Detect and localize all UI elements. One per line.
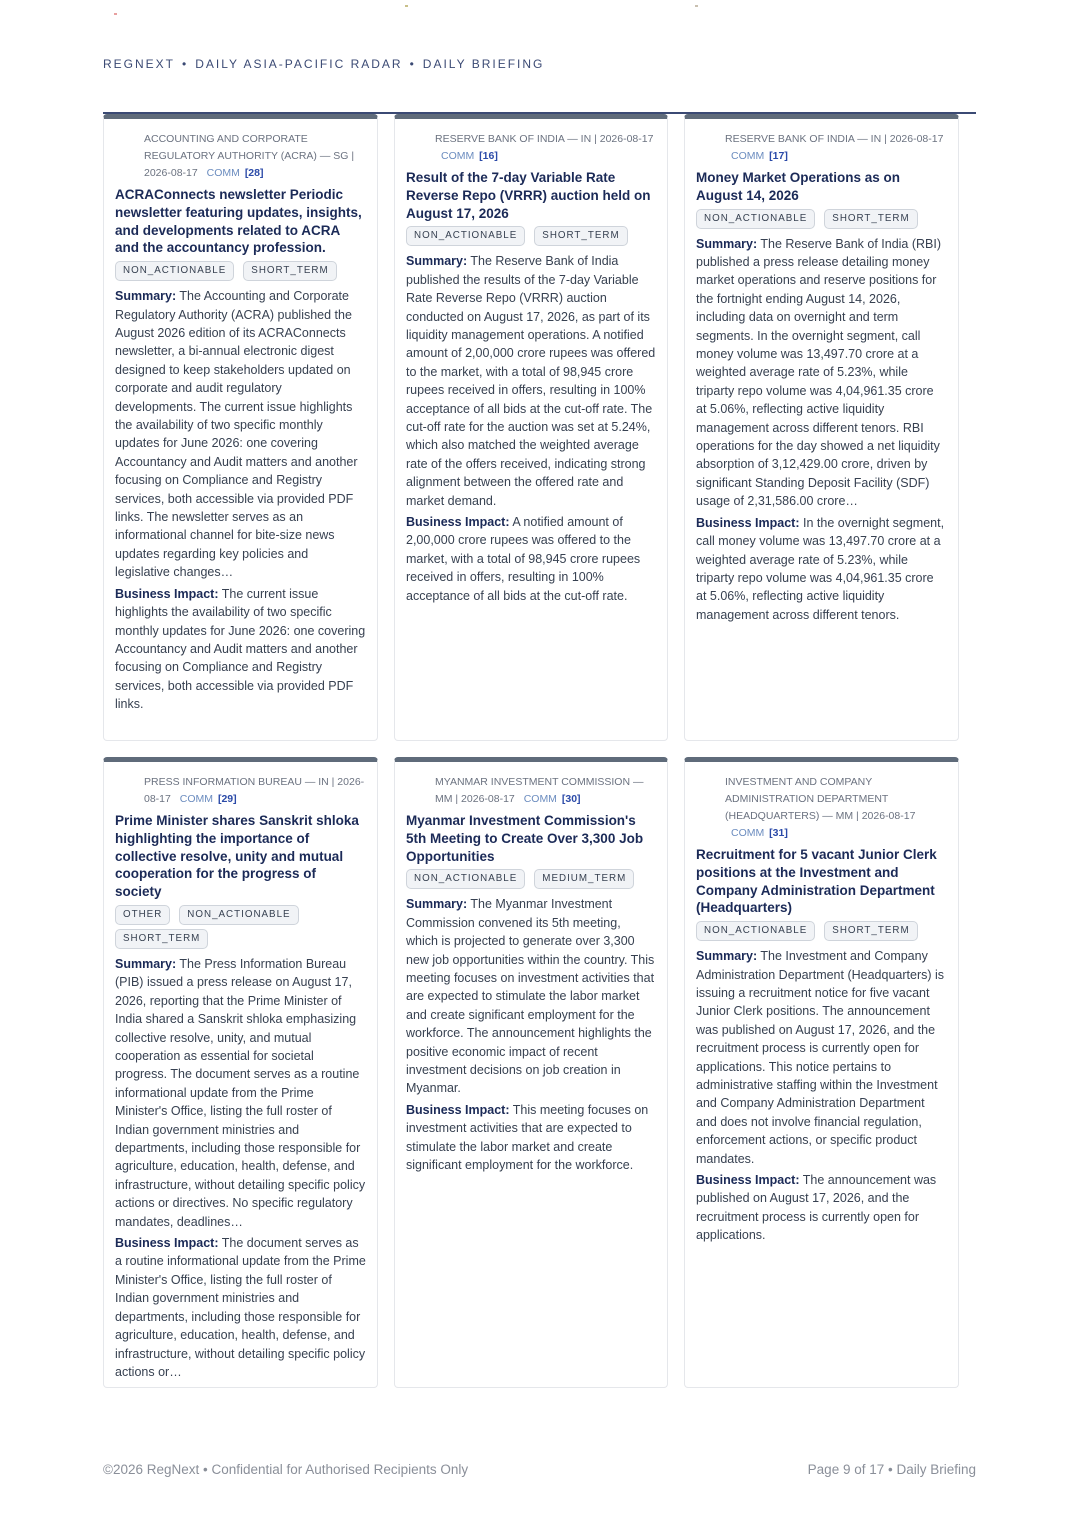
card-body: [115, 955, 366, 1381]
header-brand: REGNEXT: [103, 57, 176, 71]
summary-label: Summary:: [406, 254, 468, 269]
summary-text: The Press Information Bureau (PIB) issued a press release on August 17, 2026, reporting that the Prime Minister of India shared a Sanskrit shloka emphasizing collective resolve, unity, and mutual cooperation as essential for societal progress. The document serves as a routine informational update from the Prime Minister's Office, listing the full roster of Indian government ministries and departments, including those responsible for agriculture, education, health, defense, and infrastructure, without detailing specific policy actions or directives. No specific regulatory mandates, deadlines…: [115, 956, 366, 1229]
card-title[interactable]: Recruitment for 5 vacant Junior Clerk positions at the Investment and Company Administration Department (Headquarters): [696, 847, 937, 916]
card-summary: [406, 895, 656, 1097]
summary-text: The Myanmar Investment Commission convened its 5th meeting, which is projected to generate over 3,300 new job opportunities within the country. This meeting focuses on investment activities that are expected to stimulate the labor market and create significant employment for the workforce. The announcement highlights the positive economic impact of recent investment decisions on job creation in Myanmar.: [406, 897, 655, 1096]
card-summary: [696, 947, 947, 1168]
briefing-card: [394, 757, 668, 1388]
tag-badge: OTHER: [115, 905, 170, 925]
header-type: DAILY BRIEFING: [422, 57, 545, 71]
impact-text: The current issue highlights the availability of two specific monthly updates for June 2026: one covering Accountancy and Audit matters and another focusing on Compliance and Registry services, both accessible via provided PDF links.: [115, 586, 366, 712]
tag-badge: SHORT_TERM: [115, 929, 208, 949]
summary-label: Summary:: [115, 289, 177, 304]
briefing-card: [103, 114, 378, 741]
impact-label: Business Impact:: [406, 1102, 510, 1117]
card-comm-label: COMM: [731, 150, 765, 162]
card-summary: [406, 252, 656, 510]
summary-label: Summary:: [696, 236, 758, 251]
summary-text: The Reserve Bank of India published the results of the 7-day Variable Rate Reverse Repo (VRRR) auction conducted on August 17, 2026, as part of its liquidity management operations. A notified amount of 2,00,000 crore rupees was offered to the market, with a total of 98,945 crore rupees received in offers, resulting in 100% acceptance of all bids at the cut-off rate. The cut-off rate for the auction was set at 5.24%, which also matched the weighted average rate of the offers received, indicating strong alignment between the offered rate and market demand.: [406, 254, 656, 508]
card-source: [406, 131, 656, 165]
impact-label: Business Impact:: [406, 515, 510, 530]
card-body: [696, 947, 947, 1245]
tag-badge: NON_ACTIONABLE: [696, 921, 815, 941]
card-tags: [115, 261, 366, 281]
card-impact: [406, 513, 656, 605]
impact-text: This meeting focuses on investment activities that are expected to stimulate the labor market and create significant employment for the workforce.: [406, 1102, 649, 1173]
tag-badge: NON_ACTIONABLE: [696, 209, 815, 229]
tag-badge: NON_ACTIONABLE: [406, 226, 525, 246]
briefing-card: [684, 757, 959, 1388]
briefing-card: [394, 114, 668, 741]
decorative-dot: [405, 5, 408, 7]
card-source: [696, 131, 947, 165]
tag-badge: NON_ACTIONABLE: [115, 261, 234, 281]
card-tags: [696, 209, 947, 229]
card-title[interactable]: Money Market Operations as on August 14, 2026: [696, 170, 901, 203]
impact-label: Business Impact:: [115, 586, 219, 601]
card-body: [406, 252, 656, 605]
card-source: [115, 131, 366, 182]
card-source-text: RESERVE BANK OF INDIA — IN | 2026-08-17: [435, 133, 654, 145]
impact-label: Business Impact:: [115, 1236, 219, 1251]
impact-label: Business Impact:: [696, 515, 800, 530]
card-comm-label: COMM: [441, 150, 475, 162]
briefing-card: [684, 114, 959, 741]
card-summary: [115, 287, 366, 582]
card-title[interactable]: Myanmar Investment Commission's 5th Meeting to Create Over 3,300 Job Opportunities: [406, 813, 644, 864]
tag-badge: SHORT_TERM: [534, 226, 627, 246]
card-title[interactable]: ACRAConnects newsletter Periodic newsletter featuring updates, insights, and developments related to ACRA and the accountancy profession.: [115, 187, 362, 256]
tag-badge: NON_ACTIONABLE: [179, 905, 298, 925]
card-impact: [696, 514, 947, 624]
impact-text: The document serves as a routine informational update from the Prime Minister's Office, listing the full roster of Indian government ministries and departments, including those responsible for agriculture, education, health, defense, and infrastructure, without detailing specific policy actions or…: [115, 1236, 366, 1379]
footer-confidential: ©2026 RegNext • Confidential for Authorised Recipients Only: [103, 1462, 469, 1477]
tag-badge: NON_ACTIONABLE: [406, 869, 525, 889]
card-source-text: RESERVE BANK OF INDIA — IN | 2026-08-17: [725, 133, 944, 145]
card-body: [696, 235, 947, 625]
card-tags: [406, 869, 656, 889]
card-title[interactable]: Result of the 7-day Variable Rate Reverse Repo (VRRR) auction held on August 17, 2026: [406, 170, 651, 221]
decorative-dot: [114, 13, 117, 15]
impact-text: The announcement was published on August 17, 2026, and the recruitment process is currently open for applications.: [696, 1173, 937, 1243]
card-citation-link[interactable]: [29]: [217, 793, 237, 805]
tag-badge: SHORT_TERM: [824, 921, 917, 941]
header-separator: •: [409, 57, 416, 71]
impact-text: In the overnight segment, call money volume was 13,497.70 crore at a weighted average rate of 5.23%, while triparty repo volume was 4,04,961.35 crore at 5.06%, reflecting active liquidity management across different tenors.: [696, 515, 945, 622]
header-separator: •: [182, 57, 189, 71]
tag-badge: SHORT_TERM: [824, 209, 917, 229]
card-source: [696, 774, 947, 842]
card-comm-label: COMM: [179, 793, 214, 805]
card-citation-link[interactable]: [31]: [769, 827, 788, 839]
card-citation-link[interactable]: [17]: [769, 150, 788, 162]
card-title[interactable]: Prime Minister shares Sanskrit shloka highlighting the importance of collective resolve, unity and mutual cooperation for the progress of society: [115, 813, 359, 900]
impact-text: A notified amount of 2,00,000 crore rupees was offered to the market, with a total of 98,945 crore rupees received in offers, resulting in 100% acceptance of all bids at the cut-off rate.: [406, 515, 641, 603]
summary-text: The Accounting and Corporate Regulatory Authority (ACRA) published the August 2026 edition of its ACRAConnects newsletter, a bi-annual electronic digest designed to keep stakeholders updated on corporate and audit regulatory developments. The current issue highlights the availability of two specific monthly updates for June 2026: one covering Accountancy and Audit matters and another focusing on Compliance and Registry services, both accessible via provided PDF links. The newsletter serves as an informational channel for bite-size news updates regarding key policies and legislative changes…: [115, 289, 358, 580]
card-tags: [696, 921, 947, 941]
card-impact: [115, 1234, 366, 1381]
card-body: [115, 287, 366, 713]
card-source-text: PRESS INFORMATION BUREAU — IN | 2026-08-17: [144, 776, 365, 805]
summary-label: Summary:: [406, 897, 468, 912]
card-comm-label: COMM: [206, 167, 240, 179]
card-citation-link[interactable]: [30]: [561, 793, 581, 805]
card-source-text: INVESTMENT AND COMPANY ADMINISTRATION DEPARTMENT (HEADQUARTERS) — MM | 2026-08-17: [725, 776, 916, 822]
tag-badge: MEDIUM_TERM: [534, 869, 634, 889]
briefing-card: [103, 757, 378, 1388]
summary-label: Summary:: [115, 956, 177, 971]
card-comm-label: COMM: [731, 827, 765, 839]
card-citation-link[interactable]: [16]: [479, 150, 498, 162]
card-impact: [696, 1171, 947, 1245]
card-impact: [115, 585, 366, 714]
page-header: [103, 57, 544, 71]
card-source-text: MYANMAR INVESTMENT COMMISSION — MM | 2026-08-17: [435, 776, 644, 805]
summary-text: The Reserve Bank of India (RBI) published a press release detailing money market operations and reserve positions for the fortnight ending August 14, 2026, including data on overnight and term segments. In the overnight segment, call money volume was 13,497.70 crore at a weighted average rate of 5.23%, while triparty repo volume was 4,04,961.35 crore at 5.06%, reflecting active liquidity management across different tenors. RBI operations for the day showed a net liquidity absorption of 3,12,429.00 crore, driven by significant Standing Deposit Facility (SDF) usage of 2,31,586.00 crore…: [696, 236, 942, 509]
footer-page-number: Page 9 of 17 • Daily Briefing: [807, 1462, 976, 1477]
card-source: [406, 774, 656, 808]
decorative-dot: [695, 5, 698, 7]
card-summary: [696, 235, 947, 511]
card-tags: [115, 905, 366, 949]
card-impact: [406, 1101, 656, 1175]
card-tags: [406, 226, 656, 246]
header-section: DAILY ASIA-PACIFIC RADAR: [195, 57, 403, 71]
card-source: [115, 774, 366, 808]
summary-label: Summary:: [696, 949, 758, 964]
card-comm-label: COMM: [523, 793, 557, 805]
card-body: [406, 895, 656, 1174]
impact-label: Business Impact:: [696, 1173, 800, 1188]
tag-badge: SHORT_TERM: [243, 261, 336, 281]
card-summary: [115, 955, 366, 1231]
card-source-text: ACCOUNTING AND CORPORATE REGULATORY AUTHORITY (ACRA) — SG | 2026-08-17: [144, 133, 355, 179]
card-citation-link[interactable]: [28]: [244, 167, 264, 179]
summary-text: The Investment and Company Administration Department (Headquarters) is issuing a recruitment notice for five vacant Junior Clerk positions. The announcement was published on August 17, 2026, and the recruitment process is currently open for applications. This notice pertains to administrative staffing within the Investment and Company Administration Department and does not involve financial regulation, enforcement actions, or specific product mandates.: [696, 949, 945, 1166]
